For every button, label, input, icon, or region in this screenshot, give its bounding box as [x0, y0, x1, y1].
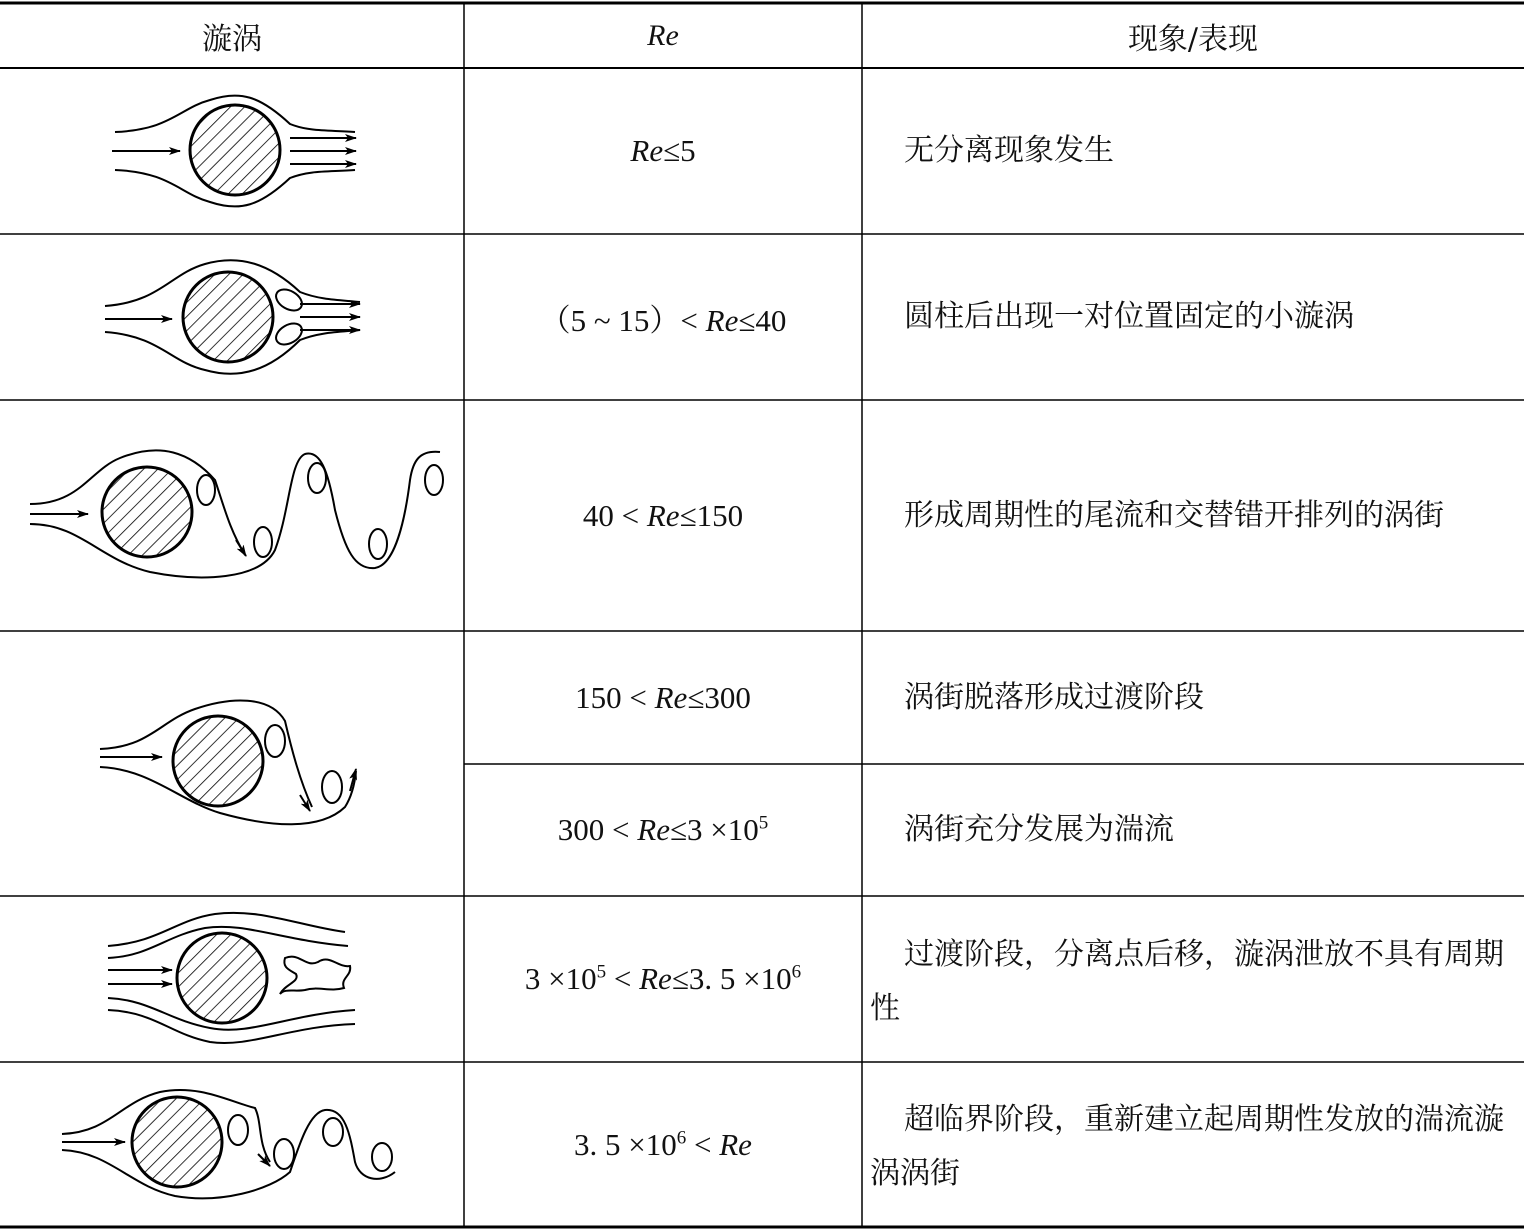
header-phenomenon: 现象/表现 — [1127, 21, 1259, 57]
desc-cell-row5: 涡街充分发展为湍流 — [904, 812, 1174, 847]
vortex-diagram-row1 — [0, 68, 464, 234]
desc-cell-row2: 圆柱后出现一对位置固定的小漩涡 — [904, 299, 1354, 334]
vortex-diagram-row3 — [0, 400, 464, 631]
header-vortex: 漩涡 — [202, 21, 262, 57]
re-cell-row5: $300 < Re\le 3 \times 10^5$ — [557, 812, 769, 847]
desc-cell-row7: 超临界阶段，重新建立起周期性发放的湍流漩涡涡街 — [870, 1102, 1504, 1191]
desc-cell-row1: 无分离现象发生 — [904, 133, 1114, 168]
re-cell-row3: 40 < Re≤150 — [582, 497, 744, 533]
vortex-diagram-row2 — [0, 234, 464, 400]
re-cell-row6: $3 \times 10^5 < Re\le 3$. $5 \times 10^6$ — [524, 961, 802, 996]
re-cell-row4: 150 < Re≤300 — [575, 679, 751, 715]
desc-cell-row6: 过渡阶段，分离点后移，漩涡泄放不具有周期性 — [870, 937, 1504, 1026]
header-re: Re — [647, 18, 679, 52]
re-cell-row7: 3. $5 \times 10^6 < Re$ — [574, 1126, 752, 1162]
re-cell-row2: （5 ~ 15）< Re≤40 — [539, 302, 787, 338]
desc-cell-row3: 形成周期性的尾流和交替错开排列的涡街 — [904, 497, 1444, 533]
desc-cell-row4: 涡街脱落形成过渡阶段 — [904, 679, 1204, 715]
vortex-diagram-row6 — [0, 896, 464, 1062]
vortex-diagram-row4 — [0, 631, 464, 896]
re-cell-row1: Re≤5 — [630, 133, 696, 168]
vortex-diagram-row7 — [0, 1062, 464, 1227]
